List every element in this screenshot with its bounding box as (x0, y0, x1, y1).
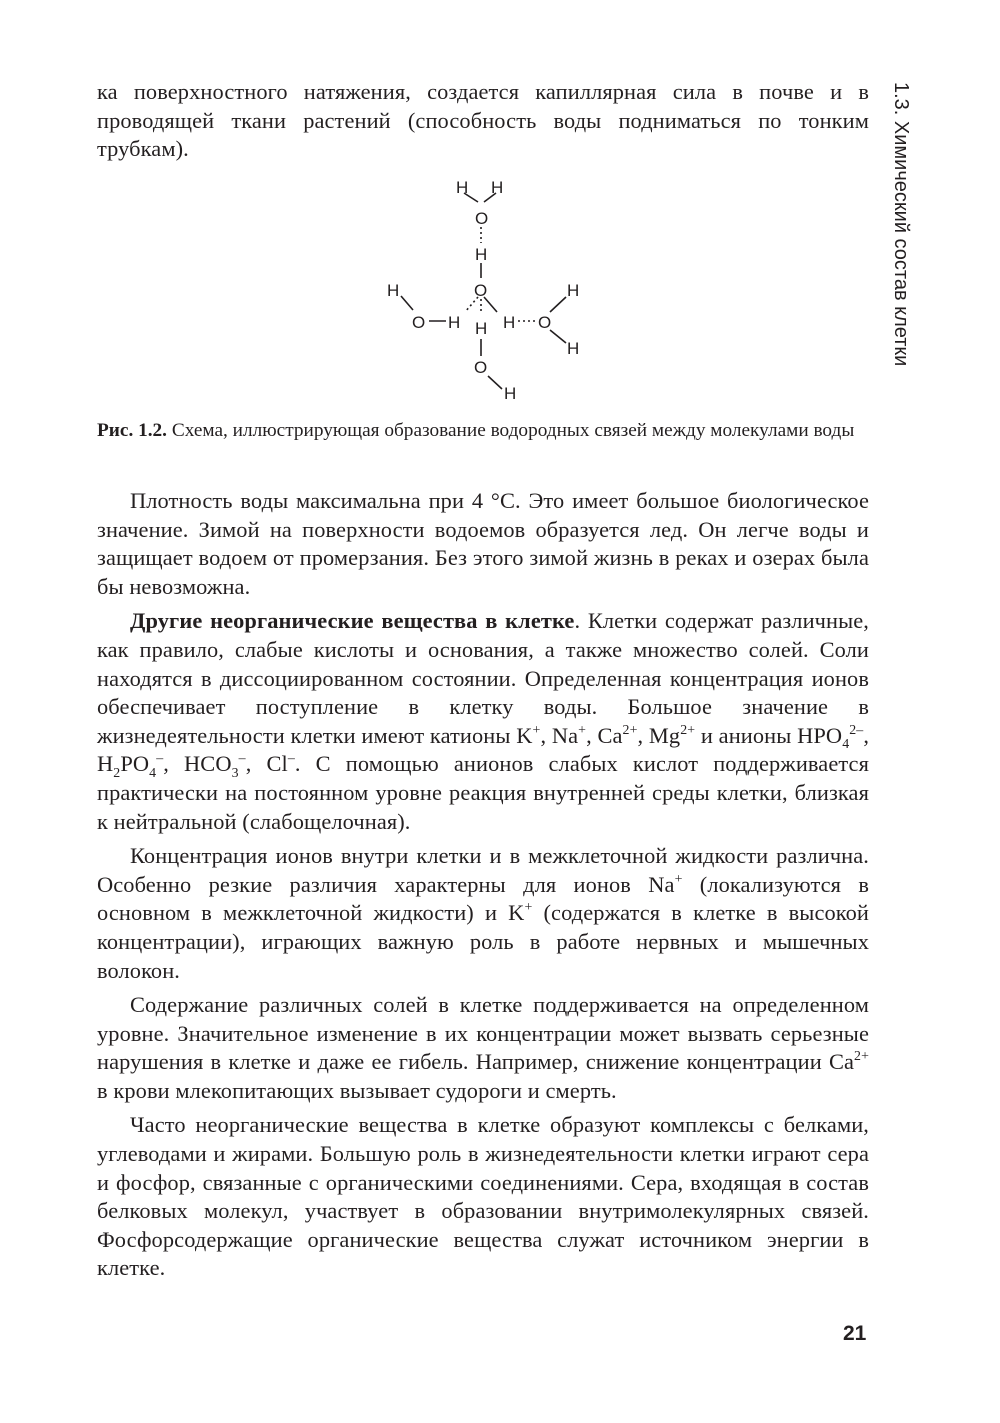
superscript: + (578, 722, 587, 738)
paragraph-density: Плотность воды максимальна при 4 °С. Это имеет большое биологическое значение. Зимой на поверхности водоемов образуется лед. Он легче воды и защищает водоем от промерзания. Без этого зимой жизнь в реках и озерах была бы невозможна. (97, 488, 869, 599)
text-run: , Na (540, 722, 579, 748)
running-head (884, 74, 916, 374)
figure-caption (97, 418, 869, 444)
superscript: 2– (849, 722, 864, 738)
atom-h: H (456, 178, 469, 197)
text-run: и анионы HPO (695, 722, 843, 748)
superscript: 2+ (854, 1049, 869, 1065)
subscript: 3 (231, 765, 239, 781)
superscript: + (674, 871, 683, 887)
caption-label: Рис. 1.2. (97, 420, 168, 441)
subscript: 2 (113, 765, 121, 781)
text-run: (локализуются в основном в межклеточной жидкости) и K (97, 871, 869, 926)
text-run: Концентрация ионов внутри клетки и в межклеточной жидкости различна. Особенно резкие различия характерны для ионов Na (97, 843, 869, 897)
paragraph-complexes: Часто неорганические вещества в клетке образуют комплексы с белками, углеводами и жирами. Большую роль в жизнедеятельности клетки играют сера и фосфор, связанные с органическими соединениями. Сера, входящая в состав белковых молекул, участвует в образовании внутримолекулярных связей. Фосфорсодержащие органические вещества служат источником энергии в клетке. (97, 1112, 869, 1281)
subscript: 4 (149, 765, 157, 781)
covalent-bond (550, 297, 566, 312)
superscript: – (238, 751, 246, 767)
atom-h: H (491, 178, 504, 197)
text-run: в крови млекопитающих вызывает судороги и смерть. (97, 1077, 617, 1103)
superscript: – (287, 751, 295, 767)
covalent-bond (550, 330, 566, 343)
covalent-bond (488, 376, 502, 389)
atom-o: O (412, 313, 426, 332)
subscript: 4 (842, 737, 850, 753)
intro-text: ка поверхностного натяжения, создается капиллярная сила в почве и в проводящей ткани растений (способность воды подниматься по тонким трубкам). (97, 79, 869, 162)
covalent-bond (464, 193, 478, 202)
water-hydrogen-bond-diagram (0, 0, 1000, 420)
superscript: 2+ (622, 722, 638, 738)
atom-o: O (475, 209, 489, 228)
section-lead: Другие неорганические вещества в клетке (130, 608, 575, 634)
covalent-bond (484, 297, 497, 312)
superscript: + (524, 900, 533, 916)
atom-h: H (475, 319, 488, 338)
hydrogen-bond (465, 297, 478, 312)
text-run: , Mg (637, 722, 681, 748)
atom-h: H (567, 281, 580, 300)
intro-paragraph (97, 78, 869, 164)
text-run: , HCO (163, 751, 232, 777)
text-run: , H (97, 722, 870, 777)
atom-h: H (448, 313, 461, 332)
running-head-text: 1.3. Химический состав клетки (890, 82, 912, 367)
covalent-bond (484, 193, 496, 202)
text-run: . Клетки содержат различные, как правило, слабые кислоты и основания, а также множество солей. Соли находятся в диссоциированном состоянии. Определенная концентрация ионов обеспечивает поступление в клетку воды. Большое значение в жизнедеятельности клетки имеют катионы K (97, 608, 869, 748)
covalent-bond (401, 296, 413, 310)
atom-h: H (567, 339, 580, 358)
atom-o: O (474, 358, 488, 377)
caption-text: Схема, иллюстрирующая образование водородных связей между молекулами воды (167, 420, 855, 441)
atom-h: H (387, 281, 400, 300)
superscript: 2+ (680, 722, 696, 738)
page-number: 21 (843, 1322, 867, 1345)
text-run: PO (120, 751, 150, 777)
paragraph-ion-concentration (97, 842, 869, 985)
atom-h: H (503, 313, 516, 332)
text-run: . С помощью анионов слабых кислот поддерживается практически на постоянном уровне реакция внутренней среды клетки, близкая к нейтральной (слабощелочная). (97, 751, 869, 834)
atom-h: H (504, 384, 517, 403)
text-run: , Ca (586, 722, 623, 748)
text-run: , Cl (245, 751, 288, 777)
paragraph-inorganic (97, 607, 869, 836)
text-run: (содержатся в клетке в высокой концентрации), играющих важную роль в работе нервных и мышечных волокон. (97, 900, 869, 983)
body-text (97, 487, 869, 1283)
atom-o: O (474, 281, 488, 300)
paragraph-salts (97, 991, 869, 1105)
atom-o: O (538, 313, 552, 332)
superscript: – (156, 751, 164, 767)
text-run: Содержание различных солей в клетке поддерживается на определенном уровне. Значительное изменение в их концентрации может вызвать серьезные нарушения в клетке и даже ее гибель. Например, снижение концентрации Ca (97, 992, 869, 1075)
atom-h: H (475, 245, 488, 264)
superscript: + (532, 722, 541, 738)
